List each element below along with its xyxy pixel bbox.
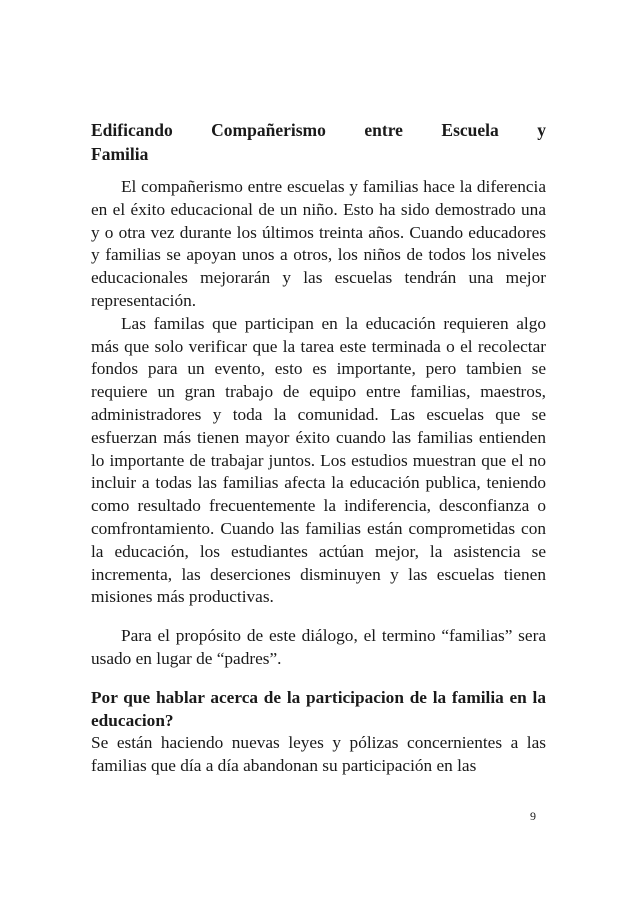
section-heading: Por que hablar acerca de la participacion de la familia en la educacion? — [91, 687, 546, 730]
paragraph-2: Las familas que participan en la educación requieren algo más que solo verificar que la tarea este terminada o el recolectar fondos para un evento, esto es importante, pero tambien se requiere un gran trabajo de equipo entre familias, maestros, administradores y toda la comunidad. Las escuelas que se esfuerzan más tienen mayor éxito cuando las familias entienden lo importante de trabajar juntos. Los estudios muestran que el no incluir a todas las familias afecta la educación publica, teniendo como resultado frecuentemente la indiferencia, desconfianza o comfrontamiento. Cuando las familias están comprometidas con la educación, los estudiantes actúan mejor, la asistencia se incrementa, las deserciones disminuyen y las escuelas tienen misiones más productivas. — [91, 313, 546, 607]
page-title-line-1: Edificando Compañerismo entre Escuela y — [91, 120, 546, 140]
page-body — [91, 118, 546, 778]
paragraph-3: Para el propósito de este diálogo, el termino “familias” sera usado en lugar de “padres”. — [91, 626, 546, 668]
page-title-line-2: Familia — [91, 144, 149, 164]
paragraph-1: El compañerismo entre escuelas y familias hace la diferencia en el éxito educacional de un niño. Esto ha sido demostrado una y o otra vez durante los últimos treinta años. Cuando educadores y familias se apoyan unos a otros, los niños de todos los niveles educacionales mejorarán y las escuelas tendrán una mejor representación. — [91, 177, 546, 310]
page-number: 9 — [530, 809, 536, 823]
paragraph-4: Se están haciendo nuevas leyes y pólizas concernientes a las familias que día a día abandonan su participación en las — [91, 733, 546, 776]
